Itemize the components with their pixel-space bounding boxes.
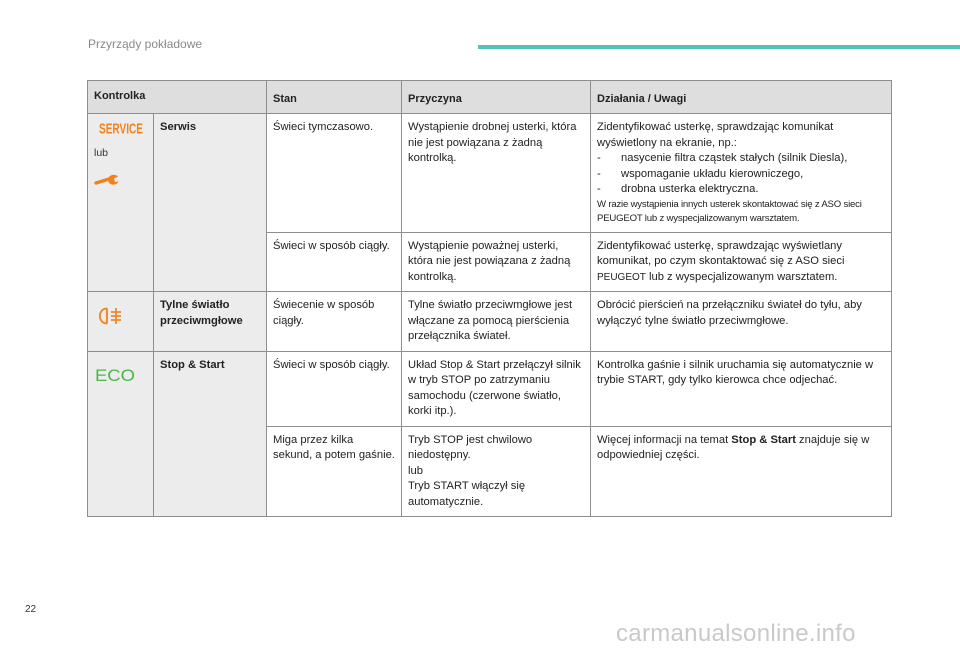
serwis-stan-1: Świeci tymczasowo.: [267, 114, 402, 233]
serwis-przyczyna-1: Wystąpienie drobnej usterki, która nie jest powiązana z żadną kontrolką.: [402, 114, 591, 233]
list-item-text: nasycenie filtra cząstek stałych (silnik Diesla),: [621, 152, 848, 164]
eco-dzialania-2: [591, 426, 892, 517]
or-label: lub: [94, 147, 109, 159]
fog-name: Tylne światło przeciwmgłowe: [154, 292, 267, 352]
eco-dzialania-2-text-end: znajduje się w odpowiedniej części.: [597, 433, 870, 461]
serwis-dzialania-1: [591, 114, 892, 233]
fog-icon-cell: [88, 292, 154, 352]
list-item-text: wspomaganie układu kierowniczego,: [621, 167, 804, 180]
eco-przyczyna-2-line: Tryb STOP jest chwilowo niedostępny.: [408, 433, 533, 461]
eco-przyczyna-1: Układ Stop & Start przełączył silnik w tryb STOP po zatrzymaniu samochodu (czerwone światło, korki itp.).: [402, 351, 591, 426]
eco-icon: [94, 366, 136, 384]
serwis-dzialania-2: [591, 232, 892, 292]
serwis-dzialania-intro: Zidentyfikować usterkę, sprawdzając komunikat wyświetlony na ekranie, np.:: [597, 121, 834, 149]
eco-icon-cell: [88, 351, 154, 517]
serwis-stan-2: Świeci w sposób ciągły.: [267, 232, 402, 292]
eco-icon-text: ECO: [95, 365, 135, 385]
wrench-icon: [94, 172, 120, 188]
list-item-text: drobna usterka elektryczna.: [621, 183, 759, 195]
table-row: [88, 114, 892, 233]
section-title-bar: [478, 45, 960, 49]
serwis-dzialania-note: W razie wystąpienia innych usterek skontaktować się z ASO sieci PEUGEOT lub z wyspecjalizowanym warsztatem.: [597, 198, 862, 224]
list-item: - nasycenie filtra cząstek stałych (silnik Diesla),: [597, 151, 885, 167]
fog-przyczyna: Tylne światło przeciwmgłowe jest włączane za pomocą pierścienia przełącznika świateł.: [402, 292, 591, 352]
table-row: [88, 292, 892, 352]
serwis-przyczyna-2: Wystąpienie poważnej usterki, która nie jest powiązana z żadną kontrolką.: [402, 232, 591, 292]
eco-przyczyna-2-line: lub: [408, 464, 423, 477]
serwis-icon-cell: [88, 114, 154, 292]
eco-name: Stop & Start: [154, 351, 267, 517]
header-dzialania: Działania / Uwagi: [591, 81, 892, 114]
rear-fog-light-icon: [94, 306, 122, 326]
fog-stan: Świecenie w sposób ciągły.: [267, 292, 402, 352]
eco-dzialania-2-bold: Stop & Start: [731, 433, 796, 446]
eco-stan-1: Świeci w sposób ciągły.: [267, 351, 402, 426]
eco-stan-2: Miga przez kilka sekund, a potem gaśnie.: [267, 426, 402, 517]
eco-dzialania-1: Kontrolka gaśnie i silnik uruchamia się automatycznie w trybie START, gdy tylko kierowca chce odjechać.: [591, 351, 892, 426]
fog-dzialania: Obrócić pierścień na przełączniku świateł do tyłu, aby wyłączyć tylne światło przeciwmgłowe.: [591, 292, 892, 352]
eco-przyczyna-2-line: Tryb START włączył się automatycznie.: [408, 480, 526, 508]
eco-dzialania-2-text: Więcej informacji na temat: [597, 433, 732, 446]
header-stan: Stan: [267, 81, 402, 114]
list-item: - wspomaganie układu kierowniczego,: [597, 167, 885, 183]
table-row: [88, 351, 892, 426]
list-item: - drobna usterka elektryczna.: [597, 182, 885, 198]
header-kontrolka: Kontrolka: [88, 81, 267, 114]
header-przyczyna: Przyczyna: [402, 81, 591, 114]
serwis-dzialania-2-text: Zidentyfikować usterkę, sprawdzając wyświetlany komunikat, po czym skontaktować się z ASO sieci: [597, 239, 845, 267]
serwis-name: Serwis: [154, 114, 267, 292]
eco-przyczyna-2: [402, 426, 591, 517]
watermark: carmanualsonline.info: [616, 620, 856, 647]
warning-lamps-table: [87, 80, 892, 517]
section-title: Przyrządy pokładowe: [88, 37, 203, 51]
serwis-dzialania-2-text-end: lub z wyspecjalizowanym warsztatem.: [645, 270, 838, 283]
page-number: 22: [25, 604, 37, 615]
brand-name: PEUGEOT: [597, 271, 646, 283]
service-icon-text: SERVICE: [98, 121, 143, 138]
table-header-row: [88, 81, 892, 114]
service-icon: [98, 120, 144, 136]
